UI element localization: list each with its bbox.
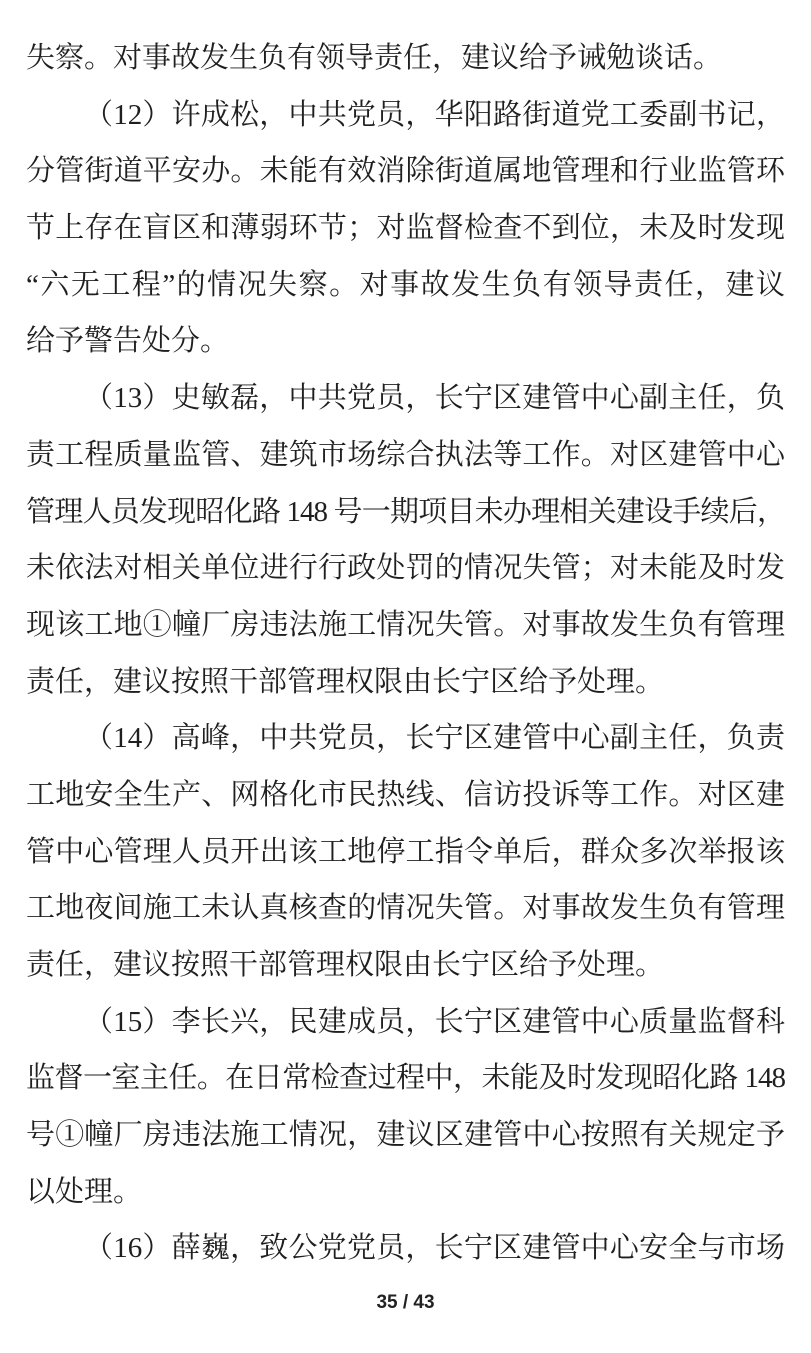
text-line: （13）史敏磊，中共党员，长宁区建管中心副主任，负 [84, 382, 785, 415]
text-line: 监督一室主任。在日常检查过程中，未能及时发现昭化路 148 [26, 1062, 785, 1095]
text-line: 以处理。 [26, 1175, 143, 1208]
text-line: 工地安全生产、网格化市民热线、信访投诉等工作。对区建 [26, 778, 785, 811]
text-line: 未依法对相关单位进行行政处罚的情况失管；对未能及时发 [26, 552, 785, 585]
text-line: （15）李长兴，民建成员，长宁区建管中心质量监督科 [84, 1005, 785, 1038]
text-line: 工地夜间施工未认真核查的情况失管。对事故发生负有管理 [26, 892, 785, 925]
page-footer [0, 1292, 811, 1314]
text-line: 分管街道平安办。未能有效消除街道属地管理和行业监管环 [26, 155, 785, 188]
text-line: （12）许成松，中共党员，华阳路街道党工委副书记， [84, 98, 785, 131]
text-line: “六无工程”的情况失察。对事故发生负有领导责任，建议 [26, 268, 785, 301]
page-number: 35 / 43 [376, 1292, 435, 1313]
document-body [26, 30, 785, 1277]
text-line: （16）薛巍，致公党党员，长宁区建管中心安全与市场 [84, 1232, 785, 1265]
text-line: 现该工地①幢厂房违法施工情况失管。对事故发生负有管理 [26, 608, 785, 641]
text-line: 责任，建议按照干部管理权限由长宁区给予处理。 [26, 949, 665, 981]
text-line: 节上存在盲区和薄弱环节；对监督检查不到位，未及时发现 [26, 212, 785, 245]
text-line: 责任，建议按照干部管理权限由长宁区给予处理。 [26, 665, 665, 698]
text-line: 责工程质量监管、建筑市场综合执法等工作。对区建管中心 [26, 438, 785, 471]
text-line: 号①幢厂房违法施工情况，建议区建管中心按照有关规定予 [26, 1119, 785, 1152]
text-line: 管理人员发现昭化路 148 号一期项目未办理相关建设手续后， [26, 495, 785, 528]
text-line: 管中心管理人员开出该工地停工指令单后，群众多次举报该 [26, 835, 785, 868]
text-line: （14）高峰，中共党员，长宁区建管中心副主任，负责 [84, 722, 785, 755]
text-line: 失察。对事故发生负有领导责任，建议给予诫勉谈话。 [26, 42, 723, 74]
text-line: 给予警告处分。 [26, 325, 230, 358]
